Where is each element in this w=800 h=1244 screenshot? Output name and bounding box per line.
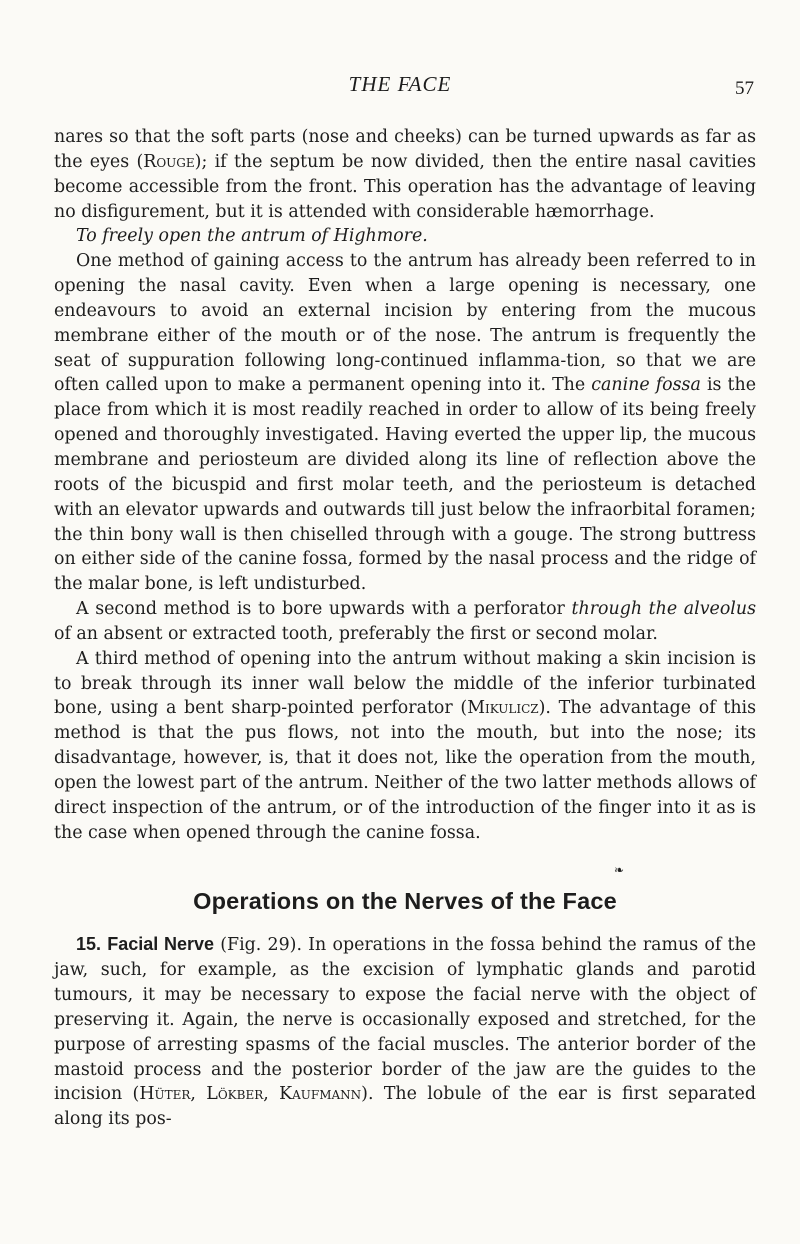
paragraph	[54, 932, 756, 1132]
running-title: THE FACE	[348, 72, 452, 96]
emphasis: canine fossa	[591, 375, 701, 396]
paragraph	[54, 249, 756, 597]
text-run: is the place from which it is most readily reached in order to allow of its being freely opened and thoroughly investigated. Having everted the upper lip, the mucous membrane and periosteum are divided along its line of reflection above the roots of the bicuspid and first molar teeth, and the periosteum is detached with an elevator upwards and outwards till just below the infraorbital foramen; the thin bony wall is then chiselled through with a gouge. The strong buttress on either side of the canine fossa, formed by the nasal process and the ridge of the malar bone, is left undisturbed.	[54, 375, 757, 595]
paragraph	[54, 597, 756, 647]
page-number: 57	[735, 78, 754, 99]
text-run: of an absent or extracted tooth, preferably the first or second molar.	[54, 623, 658, 644]
paragraph	[54, 125, 756, 224]
text-run: ). The lobule of the ear is first separated along its pos-	[54, 1084, 756, 1130]
text-run: A second method is to bore upwards with a perforator	[76, 599, 572, 620]
text-run: (Fig. 29). In operations in the fossa behind the ramus of the jaw, such, for example, as the excision of lymphatic glands and parotid tumours, it may be necessary to expose the facial nerve with the object of preserving it. Again, the nerve is occasionally exposed and stretched, for the purpose of arresting spasms of the facial muscles. The anterior border of the mastoid process and the posterior border of the jaw are the guides to the incision (	[54, 935, 756, 1105]
item-number: 15.	[76, 934, 102, 955]
subsection-heading: To freely open the antrum of Highmore.	[76, 226, 428, 247]
text-run: One method of gaining access to the antrum has already been referred to in opening the nasal cavity. Even when a large opening is necessary, one endeavours to avoid an external incision by entering from the mucous membrane either of the mouth or of the nose. The antrum is frequently the seat of suppuration following long-continued inflamma-tion, so that we are often called upon to make a permanent opening into it. The	[54, 251, 756, 396]
section-heading: Operations on the Nerves of the Face	[193, 888, 617, 915]
body-text	[54, 125, 756, 1132]
text-run: ). The advantage of this method is that the pus flows, not into the mouth, but into the nose; its disadvantage, however, is, that it does not, like the operation from the mouth, open the lowest part of the antrum. Neither of the two latter methods allows of direct inspection of the antrum, or of the introduction of the finger into it as is the case when opened through the canine fossa.	[54, 698, 757, 843]
ornament-icon: ❧	[614, 863, 625, 878]
author-name: Rouge	[143, 151, 195, 172]
text-run: nares so that the soft parts (nose and cheeks) can be turned upwards as far as the eyes (	[54, 127, 756, 172]
item-label: Facial Nerve	[107, 934, 215, 955]
emphasis: through the alveolus	[571, 599, 756, 620]
text-run: ); if the septum be now divided, then the entire nasal cavities become accessible from the front. This operation has the advantage of leaving no disfigurement, but it is attended with considerable hæmorrhage.	[54, 151, 756, 222]
author-name: Mikulicz	[467, 698, 539, 719]
paragraph	[54, 647, 756, 846]
author-name: Hüter, Lökber, Kaufmann	[139, 1084, 362, 1105]
text-run: A third method of opening into the antrum without making a skin incision is to break through its inner wall below the middle of the inferior turbinated bone, using a bent sharp-pointed perforator (	[54, 648, 756, 719]
